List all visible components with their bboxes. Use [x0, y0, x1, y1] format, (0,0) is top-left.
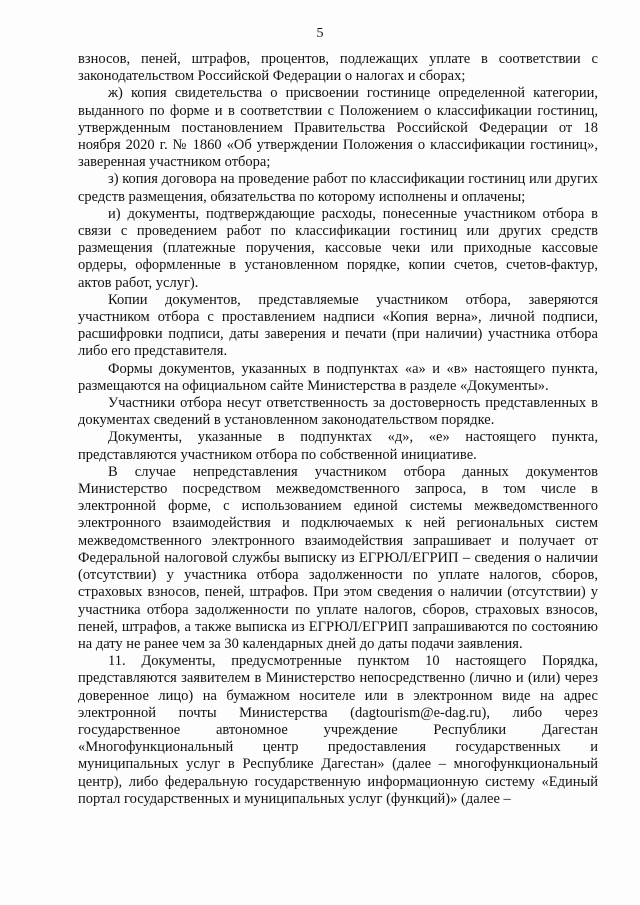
paragraph-item-z: з) копия договора на проведение работ по классификации гостиниц или других средств размещения, обязательства по которому исполнены и оплачены;: [78, 171, 598, 205]
paragraph-item-zh: ж) копия свидетельства о присвоении гостинице определенной категории, выданного по форме и в соответствии с Положением о классификации гостиниц, утвержденным постановлением Правительства Российской Федерации от 18 ноября 2020 г. № 1860 «Об утверждении Положения о классификации гостиниц», заверенная участником отбора;: [78, 85, 598, 171]
paragraph-document-forms: Формы документов, указанных в подпунктах «а» и «в» настоящего пункта, размещаются на официальном сайте Министерства в разделе «Документы».: [78, 360, 598, 394]
paragraph-clause-11: 11. Документы, предусмотренные пунктом 10 настоящего Порядка, представляются заявителем в Министерство непосредственно (лично и (или) через доверенное лицо) на бумажном носителе или в электронном виде на адрес электронной почты Министерства (dagtourism@e-dag.ru), либо через государственное автономное учреждение Республики Дагестан «Многофункциональный центр предоставления государственных и муниципальных услуг в Республике Дагестан» (далее – многофункциональный центр), либо федеральную государственную информационную систему «Единый портал государственных и муниципальных услуг (функций)» (далее –: [78, 653, 598, 807]
paragraph-continuation: взносов, пеней, штрафов, процентов, подлежащих уплате в соответствии с законодательством Российской Федерации о налогах и сборах;: [78, 51, 598, 85]
paragraph-interagency-request: В случае непредставления участником отбора данных документов Министерство посредством межведомственного запроса, в том числе в электронной форме, с использованием единой системы межведомственного электронного взаимодействия и подключаемых к ней региональных систем межведомственного электронного взаимодействия запрашивает и получает от Федеральной налоговой службы выписку из ЕГРЮЛ/ЕГРИП – сведения о наличии (отсутствии) у участника отбора задолженности по уплате налогов, сборов, страховых взносов, пеней, штрафов. При этом сведения о наличии (отсутствии) у участника отбора задолженности по уплате налогов, сборов, страховых взносов, пеней, штрафов, а также выписка из ЕГРЮЛ/ЕГРИП запрашиваются по состоянию на дату не ранее чем за 30 календарных дней до даты подачи заявления.: [78, 463, 598, 652]
page-number: 5: [316, 26, 324, 41]
document-body: [78, 51, 598, 808]
paragraph-item-i: и) документы, подтверждающие расходы, понесенные участником отбора в связи с проведением работ по классификации гостиниц или других средств размещения (платежные поручения, кассовые чеки или приходные кассовые ордеры, оформленные в установленном порядке, копии счетов, счетов-фактур, актов работ, услуг).: [78, 205, 598, 291]
paragraph-copies-certification: Копии документов, представляемые участником отбора, заверяются участником отбора с проставлением надписи «Копия верна», личной подписи, расшифровки подписи, даты заверения и печати (при наличии) участника отбора либо его представителя.: [78, 291, 598, 360]
paragraph-own-initiative: Документы, указанные в подпунктах «д», «е» настоящего пункта, представляются участником отбора по собственной инициативе.: [78, 429, 598, 463]
paragraph-responsibility: Участники отбора несут ответственность за достоверность представленных в документах сведений в установленном законодательством порядке.: [78, 395, 598, 429]
